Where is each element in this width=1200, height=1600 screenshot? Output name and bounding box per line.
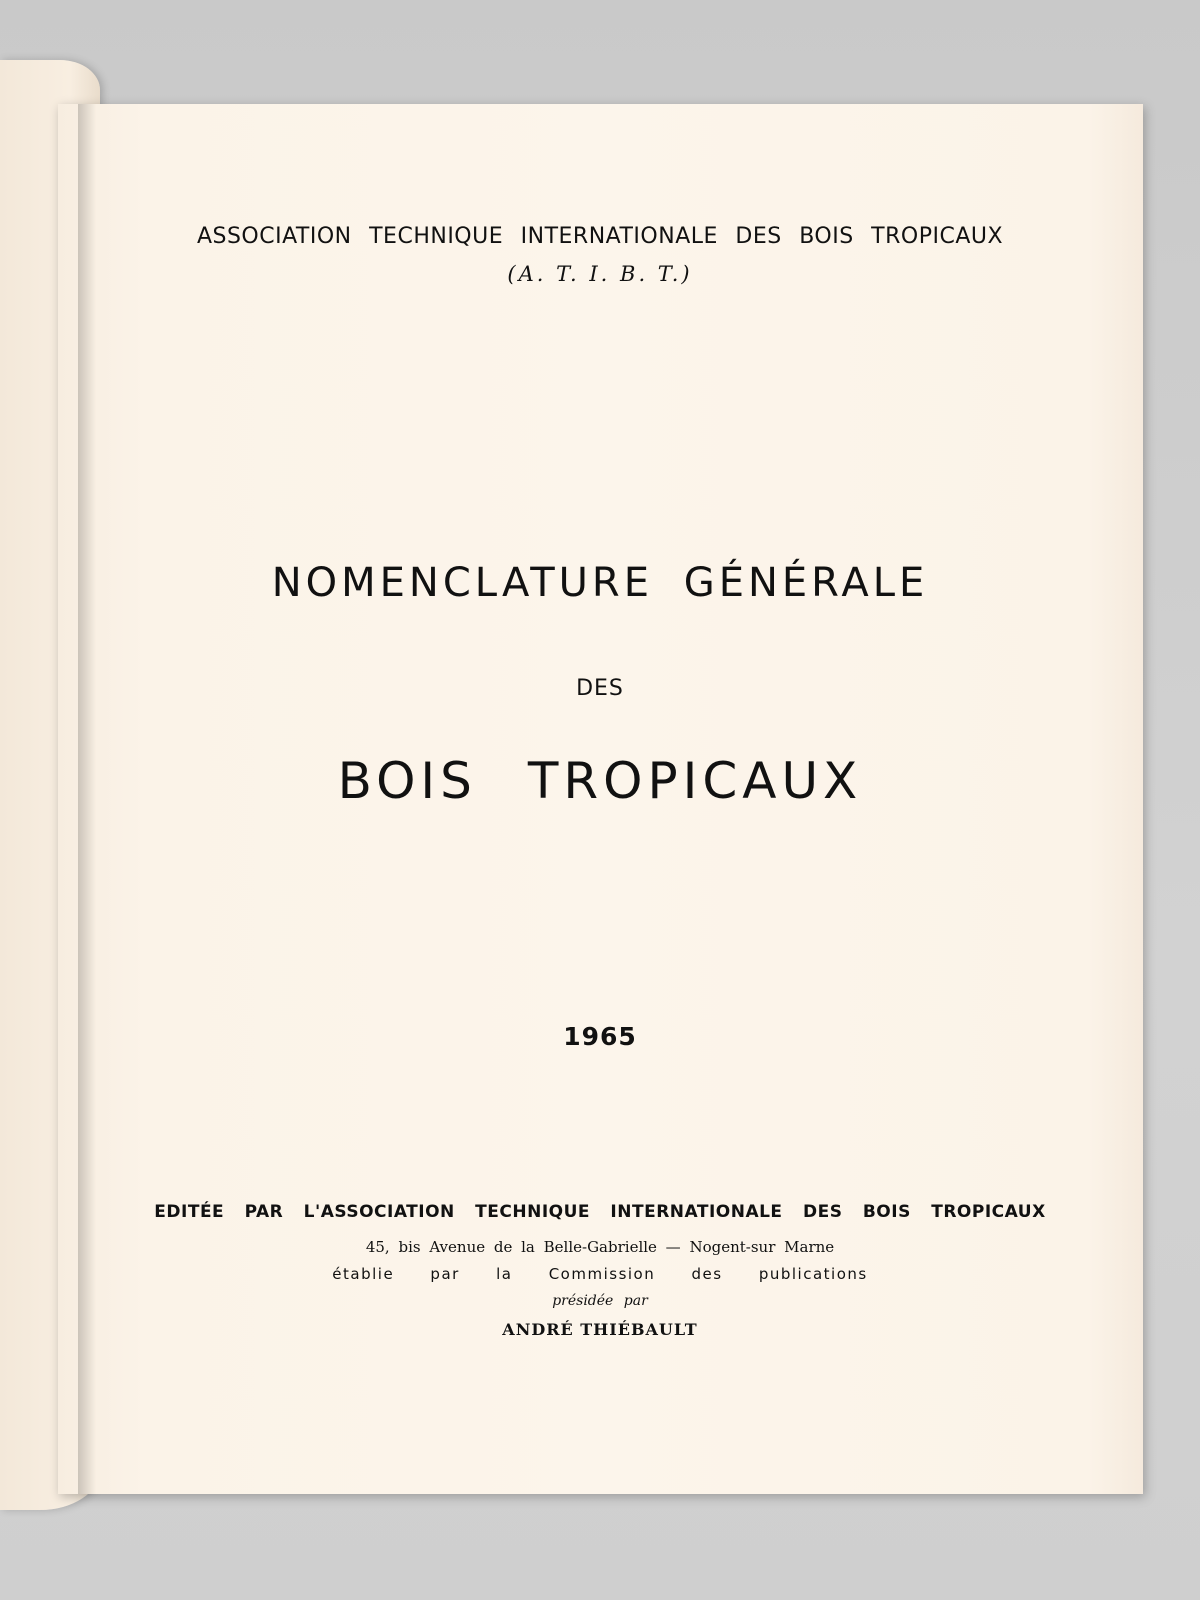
title-connector: DES (576, 676, 624, 701)
association-acronym: (A. T. I. B. T.) (507, 262, 693, 286)
publication-year: 1965 (563, 1022, 637, 1051)
presided-by: présidée par (552, 1293, 648, 1309)
president-name: ANDRÉ THIÉBAULT (502, 1320, 698, 1339)
established-by: établie par la Commission des publications (332, 1265, 868, 1283)
subject-title: BOIS TROPICAUX (337, 752, 863, 810)
association-name: ASSOCIATION TECHNIQUE INTERNATIONALE DES BOIS TROPICAUX (196, 224, 1004, 249)
publisher-address: 45, bis Avenue de la Belle-Gabrielle — Nogent-sur Marne (365, 1238, 835, 1256)
main-title: NOMENCLATURE GÉNÉRALE (271, 560, 929, 606)
publisher-line: EDITÉE PAR L'ASSOCIATION TECHNIQUE INTERNATIONALE DES BOIS TROPICAUX (154, 1202, 1046, 1222)
